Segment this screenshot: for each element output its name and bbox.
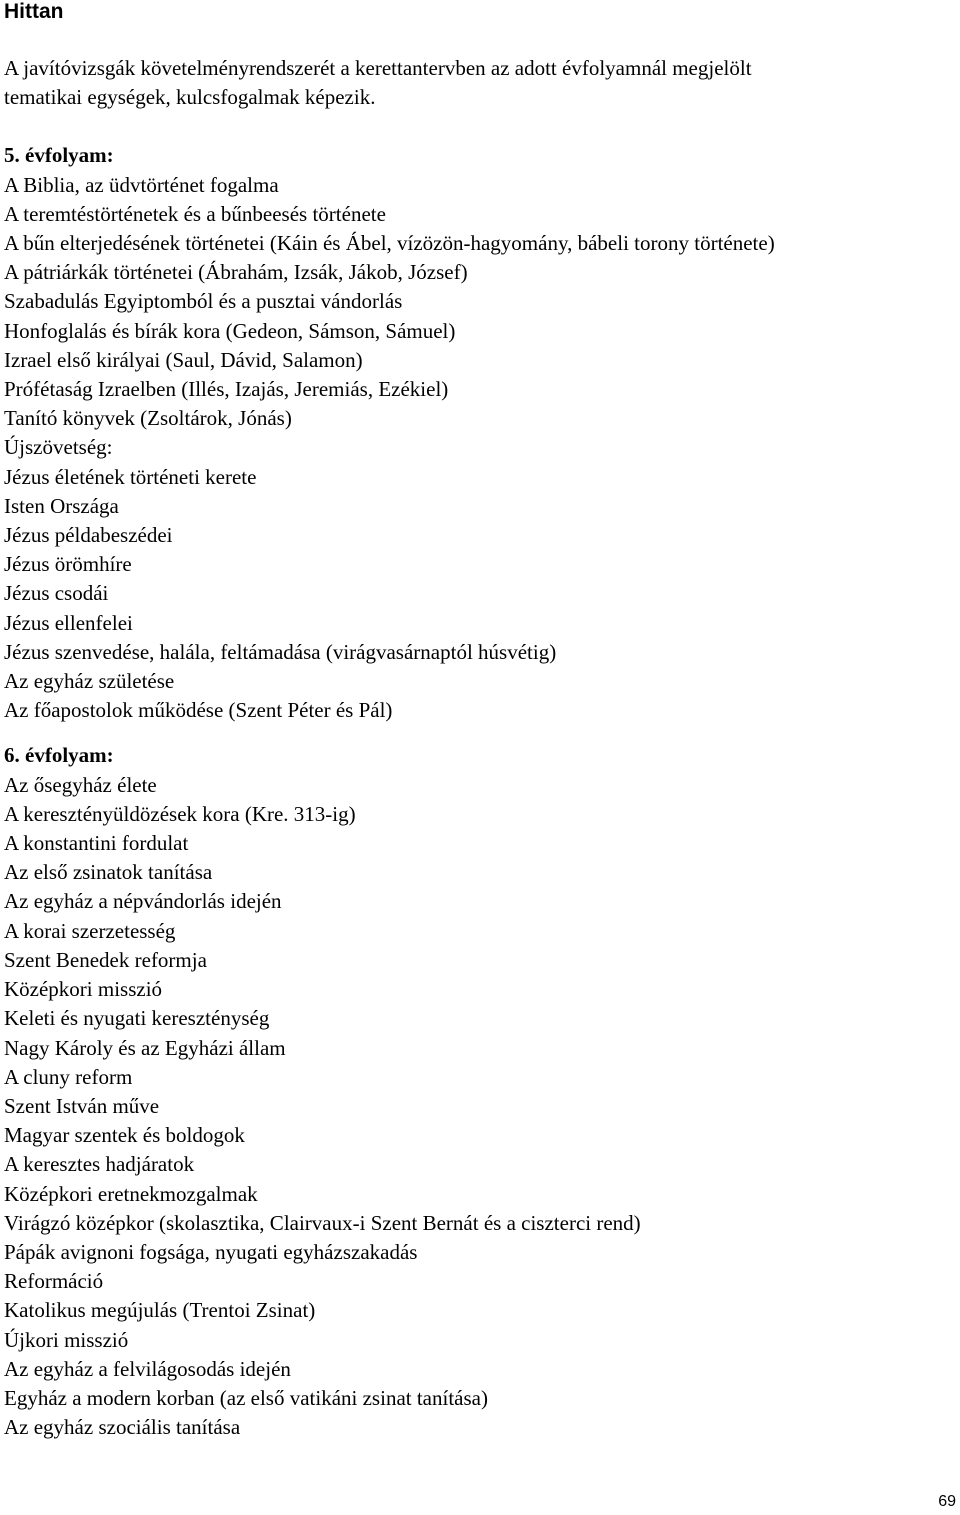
topic-item: Isten Országa: [4, 493, 119, 518]
topic-item: Tanító könyvek (Zsoltárok, Jónás): [4, 406, 292, 431]
topic-item: Egyház a modern korban (az első vatikáni zsinat tanítása): [4, 1385, 488, 1410]
topic-item: A keresztényüldözések kora (Kre. 313-ig): [4, 801, 356, 826]
document-title: Hittan: [4, 0, 64, 23]
grade6-topic-list: [4, 771, 954, 1443]
topic-item: Jézus ellenfelei: [4, 610, 133, 635]
grade5-topic-list: [4, 171, 954, 726]
topic-item: A Biblia, az üdvtörténet fogalma: [4, 172, 279, 197]
topic-item: A cluny reform: [4, 1064, 133, 1089]
grade6-section: [4, 741, 954, 1442]
topic-item: Az egyház szociális tanítása: [4, 1415, 241, 1440]
grade6-heading: 6. évfolyam:: [4, 743, 114, 768]
topic-item: Az ősegyház élete: [4, 772, 157, 797]
topic-item: Izrael első királyai (Saul, Dávid, Salamon): [4, 347, 363, 372]
topic-item: Nagy Károly és az Egyházi állam: [4, 1035, 286, 1060]
topic-item: Jézus példabeszédei: [4, 523, 173, 548]
topic-item: Az egyház a felvilágosodás idején: [4, 1356, 291, 1381]
topic-item: Jézus csodái: [4, 581, 109, 606]
grade5-heading: 5. évfolyam:: [4, 143, 114, 168]
topic-item: Középkori eretnekmozgalmak: [4, 1181, 258, 1206]
topic-item: Szabadulás Egyiptomból és a pusztai vándorlás: [4, 289, 403, 314]
intro-paragraph: [4, 54, 954, 112]
topic-item: A korai szerzetesség: [4, 918, 176, 943]
topic-item: Keleti és nyugati kereszténység: [4, 1006, 270, 1031]
topic-item: Szent István műve: [4, 1093, 160, 1118]
topic-item: Virágzó középkor (skolasztika, Clairvaux-i Szent Bernát és a ciszterci rend): [4, 1210, 641, 1235]
topic-item: Honfoglalás és bírák kora (Gedeon, Sámson, Sámuel): [4, 318, 456, 343]
topic-item: Prófétaság Izraelben (Illés, Izajás, Jeremiás, Ezékiel): [4, 377, 449, 402]
topic-item: Középkori misszió: [4, 977, 163, 1002]
intro-line: tematikai egységek, kulcsfogalmak képezik.: [4, 85, 376, 110]
topic-item: A teremtéstörténetek és a bűnbeesés története: [4, 201, 386, 226]
topic-item: A keresztes hadjáratok: [4, 1152, 195, 1177]
topic-item: Szent Benedek reformja: [4, 947, 207, 972]
topic-item: Az egyház születése: [4, 669, 175, 694]
topic-item: Az első zsinatok tanítása: [4, 860, 213, 885]
topic-item: Újkori misszió: [4, 1327, 129, 1352]
document-page: [4, 0, 954, 1442]
intro-line: A javítóvizsgák követelményrendszerét a kerettantervben az adott évfolyamnál megjelölt: [4, 56, 752, 80]
topic-item: Újszövetség:: [4, 435, 113, 460]
topic-item: Az főapostolok működése (Szent Péter és Pál): [4, 698, 393, 723]
grade5-section: [4, 141, 954, 725]
topic-item: Reformáció: [4, 1269, 104, 1294]
topic-item: Pápák avignoni fogsága, nyugati egyházszakadás: [4, 1239, 418, 1264]
topic-item: A bűn elterjedésének történetei (Káin és Ábel, vízözön-hagyomány, bábeli torony története): [4, 231, 775, 256]
topic-item: Az egyház a népvándorlás idején: [4, 889, 282, 914]
topic-item: A konstantini fordulat: [4, 831, 189, 856]
topic-item: Jézus életének történeti kerete: [4, 464, 257, 489]
topic-item: Katolikus megújulás (Trentoi Zsinat): [4, 1298, 316, 1323]
topic-item: A pátriárkák történetei (Ábrahám, Izsák, Jákob, József): [4, 260, 468, 285]
topic-item: Jézus szenvedése, halála, feltámadása (virágvasárnaptól húsvétig): [4, 639, 557, 664]
topic-item: Jézus örömhíre: [4, 552, 132, 577]
topic-item: Magyar szentek és boldogok: [4, 1123, 245, 1148]
page-number: 69: [938, 1493, 956, 1510]
